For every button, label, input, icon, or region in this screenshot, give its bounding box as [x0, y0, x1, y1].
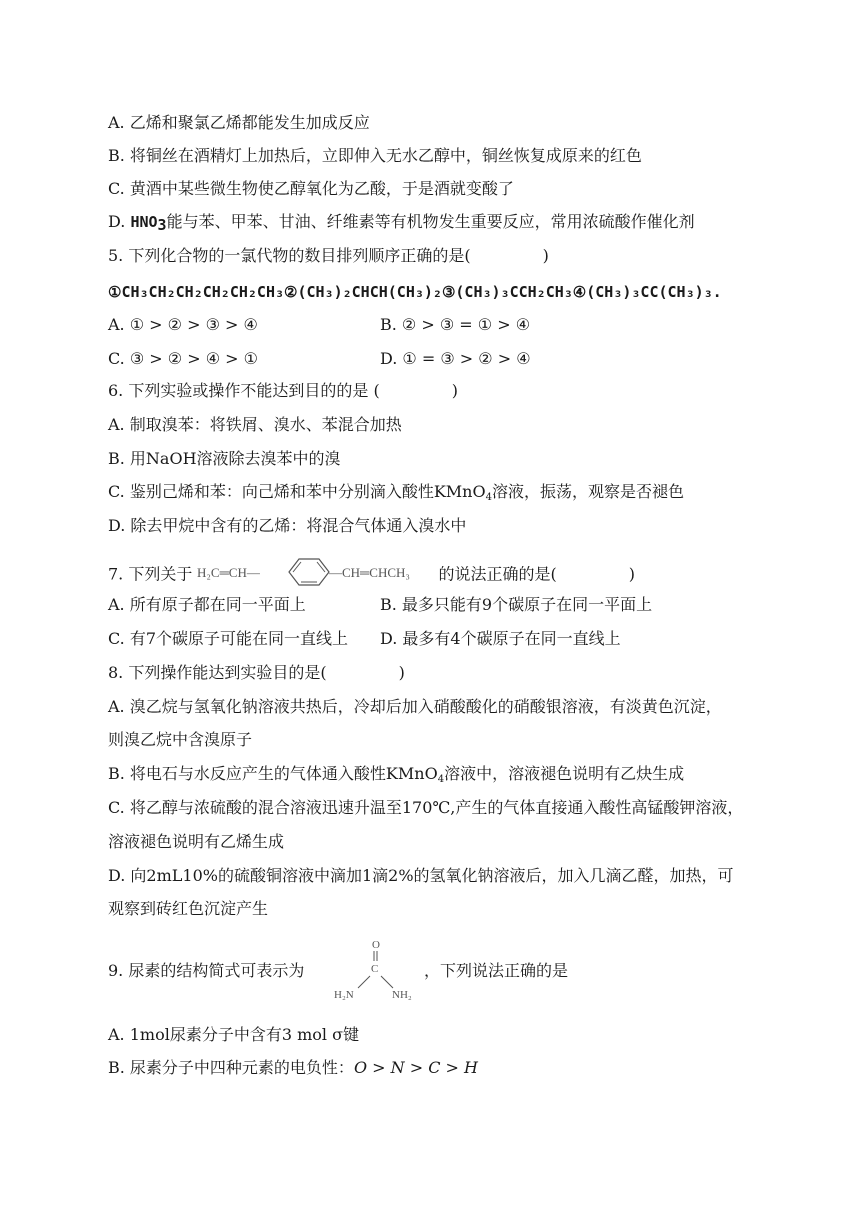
benzene-structure-diagram [197, 555, 433, 589]
benzene-ring [289, 559, 329, 585]
q7-struct-left: H₂C═CH— [197, 565, 261, 580]
q6-option-d: D. 除去甲烷中含有的乙烯：将混合气体通入溴水中 [108, 516, 467, 535]
q5-compounds: ①CH₃CH₂CH₂CH₂CH₂CH₃②(CH₃)₂CHCH(CH₃)₂③(CH₃)₃CCH₂CH₃④(CH₃)₃CC(CH₃)₃. [108, 283, 722, 301]
q9-option-b [108, 1057, 478, 1079]
q9-stem-post: ，下列说法正确的是 [424, 961, 569, 980]
q6-option-c [108, 481, 684, 503]
urea-bond-left [358, 976, 370, 988]
q7-option-d: D. 最多有4个碳原子在同一直线上 [380, 629, 621, 648]
q7-structure [197, 555, 433, 595]
q6-option-c-text: C. 鉴别己烯和苯：向己烯和苯中分别滴入酸性KMnO [108, 482, 486, 501]
q8-option-c-line2: 溶液褪色说明有乙烯生成 [108, 832, 285, 851]
q7-stem-close: ) [628, 564, 636, 584]
q8-option-b-rest: 溶液中，溶液褪色说明有乙炔生成 [444, 764, 685, 783]
urea-structure [328, 936, 424, 1008]
q4-option-d-text: 能与苯、甲苯、甘油、纤维素等有机物发生重要反应，常用浓硫酸作催化剂 [166, 212, 695, 231]
q7-stem-post: 的说法正确的是( [438, 564, 557, 584]
q4-option-d-formula: HNO [130, 213, 158, 231]
q9-option-b-text: B. 尿素分子中四种元素的电负性： [108, 1058, 354, 1077]
q6-option-b: B. 用NaOH溶液除去溴苯中的溴 [108, 449, 341, 468]
q7-option-b: B. 最多只能有9个碳原子在同一平面上 [380, 595, 653, 614]
benzene-inner-bond [317, 562, 325, 572]
benzene-inner-bond [293, 562, 301, 572]
q8-stem-close: ) [398, 663, 405, 682]
urea-bond-right [381, 976, 393, 988]
urea-structure-diagram [328, 936, 424, 1004]
q4-option-d-subscript: 3 [157, 216, 167, 234]
q8-stem [108, 662, 405, 684]
urea-oxygen: O [372, 939, 380, 951]
q5-option-a: A. ① > ② > ③ > ④ [108, 315, 258, 334]
q7-stem [108, 555, 635, 595]
q8-option-a-line2: 则溴乙烷中含溴原子 [108, 730, 253, 749]
q5-option-d: D. ① = ③ > ② > ④ [380, 349, 531, 368]
q5-option-c: C. ③ > ② > ④ > ① [108, 349, 258, 368]
q8-option-d-line2: 观察到砖红色沉淀产生 [108, 899, 269, 918]
q8-option-b-subscript: 4 [437, 774, 445, 785]
q9-stem-text: 9. 尿素的结构简式可表示为 [108, 961, 305, 980]
q9-stem [108, 960, 304, 982]
q5-stem-close: ) [542, 246, 549, 265]
q4-option-c: C. 黄酒中某些微生物使乙醇氧化为乙酸，于是酒就变酸了 [108, 179, 514, 198]
q6-option-c-subscript: 4 [485, 492, 492, 503]
q8-option-d-line1: D. 向2mL10%的硫酸铜溶液中滴加1滴2%的氢氧化钠溶液后，加入几滴乙醛，加热，可 [108, 866, 734, 885]
q6-stem-text: 6. 下列实验或操作不能达到目的的是 ( [108, 381, 380, 400]
urea-carbon: C [371, 963, 379, 975]
q5-stem [108, 245, 549, 267]
q4-option-d-prefix: D. [108, 212, 131, 231]
q8-option-b-text: B. 将电石与水反应产生的气体通入酸性KMnO [108, 764, 438, 783]
q6-option-c-rest: 溶液，振荡，观察是否褪色 [491, 482, 684, 501]
urea-amine-right: NH₂ [392, 989, 412, 1001]
q7-option-c: C. 有7个碳原子可能在同一直线上 [108, 629, 349, 648]
q8-option-c-line1: C. 将乙醇与浓硫酸的混合溶液迅速升温至170℃,产生的气体直接通入酸性高锰酸钾溶液， [108, 798, 744, 817]
q8-stem-text: 8. 下列操作能达到实验目的是( [108, 663, 327, 682]
q5-stem-text: 5. 下列化合物的一氯代物的数目排列顺序正确的是( [108, 246, 471, 265]
q4-option-b: B. 将铜丝在酒精灯上加热后，立即伸入无水乙醇中，铜丝恢复成原来的红色 [108, 146, 642, 165]
q4-option-a: A. 乙烯和聚氯乙烯都能发生加成反应 [108, 113, 370, 132]
q7-struct-right: —CH═CHCH₃ [329, 565, 411, 580]
q9-option-b-formula: O > N > C > H [353, 1058, 478, 1077]
q4-option-d [108, 211, 695, 233]
q9-option-a: A. 1mol尿素分子中含有3 mol σ键 [108, 1025, 360, 1044]
q8-option-a-line1: A. 溴乙烷与氢氧化钠溶液共热后，冷却后加入硝酸酸化的硝酸银溶液，有淡黄色沉淀， [108, 697, 722, 716]
q7-option-a: A. 所有原子都在同一平面上 [108, 595, 306, 614]
q7-stem-text: 7. 下列关于 [108, 564, 193, 584]
q6-stem [108, 380, 458, 402]
q8-option-b [108, 763, 684, 785]
q6-option-a: A. 制取溴苯：将铁屑、溴水、苯混合加热 [108, 415, 402, 434]
q5-option-b: B. ② > ③ = ① > ④ [380, 315, 531, 334]
q6-stem-close: ) [451, 381, 458, 400]
urea-amine-left: H₂N [334, 989, 354, 1001]
